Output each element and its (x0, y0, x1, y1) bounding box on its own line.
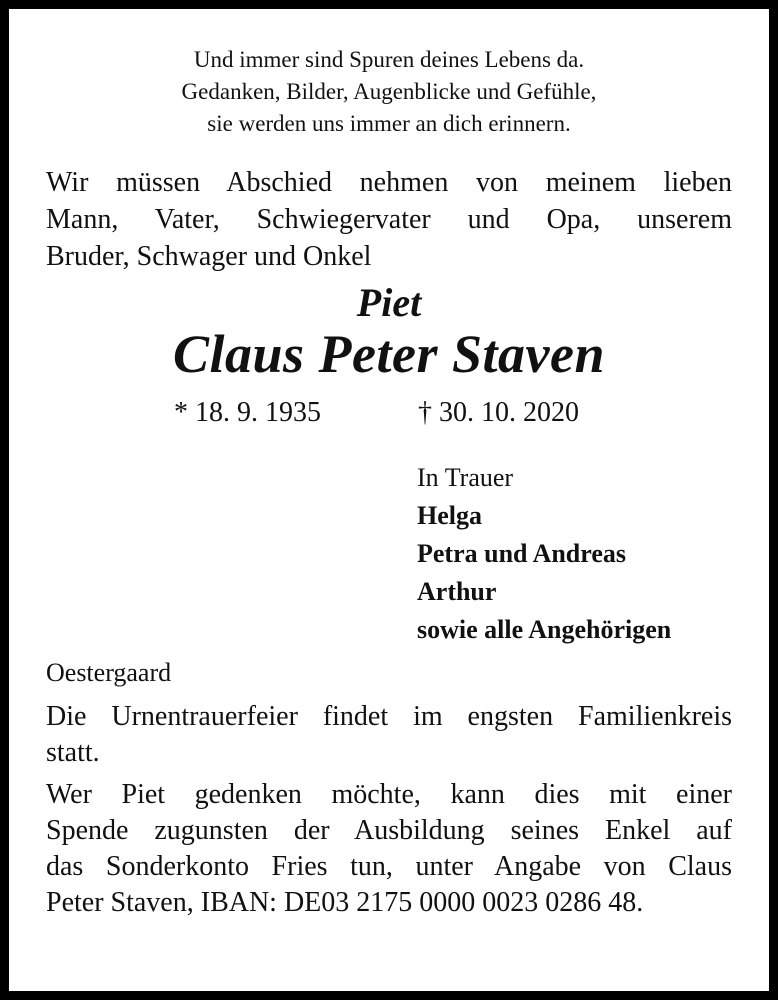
mourner-name: sowie alle Angehörigen (417, 615, 672, 644)
deceased-full-name: Claus Peter Staven (172, 324, 605, 384)
ceremony-notice (46, 699, 732, 771)
ceremony-line: statt. (46, 737, 100, 768)
motto-line: Gedanken, Bilder, Augenblicke und Gefühle, (181, 79, 597, 104)
mourners-lead: In Trauer (417, 463, 514, 492)
donation-notice (46, 777, 732, 921)
motto-line: Und immer sind Spuren deines Lebens da. (193, 47, 585, 72)
intro-line: Bruder, Schwager und Onkel (46, 241, 372, 272)
obituary-content (46, 44, 732, 921)
mourner-name: Arthur (417, 577, 497, 606)
donation-line: Wer Piet gedenken möchte, kann dies mit einer (46, 779, 732, 810)
donation-line: Spende zugunsten der Ausbildung seines Enkel auf (46, 815, 732, 846)
deceased-nickname: Piet (356, 280, 422, 325)
life-dates (46, 393, 732, 433)
intro-paragraph (46, 164, 732, 275)
place-name: Oestergaard (46, 658, 172, 687)
intro-line: Mann, Vater, Schwiegervater und Opa, unserem (46, 204, 732, 235)
birth-date: * 18. 9. 1935 (174, 397, 321, 428)
motto-line: sie werden uns immer an dich erinnern. (207, 111, 571, 136)
donation-line: Peter Staven, IBAN: DE03 2175 0000 0023 0286 48. (46, 887, 644, 918)
intro-line: Wir müssen Abschied nehmen von meinem lieben (46, 167, 732, 198)
motto-verse (46, 44, 732, 140)
mourner-name: Helga (417, 501, 482, 530)
ceremony-line: Die Urnentrauerfeier findet im engsten Familienkreis (46, 701, 732, 732)
death-date: † 30. 10. 2020 (418, 397, 579, 428)
mourners-block (417, 459, 732, 649)
donation-line: das Sonderkonto Fries tun, unter Angabe von Claus (46, 851, 732, 882)
mourner-name: Petra und Andreas (417, 539, 626, 568)
